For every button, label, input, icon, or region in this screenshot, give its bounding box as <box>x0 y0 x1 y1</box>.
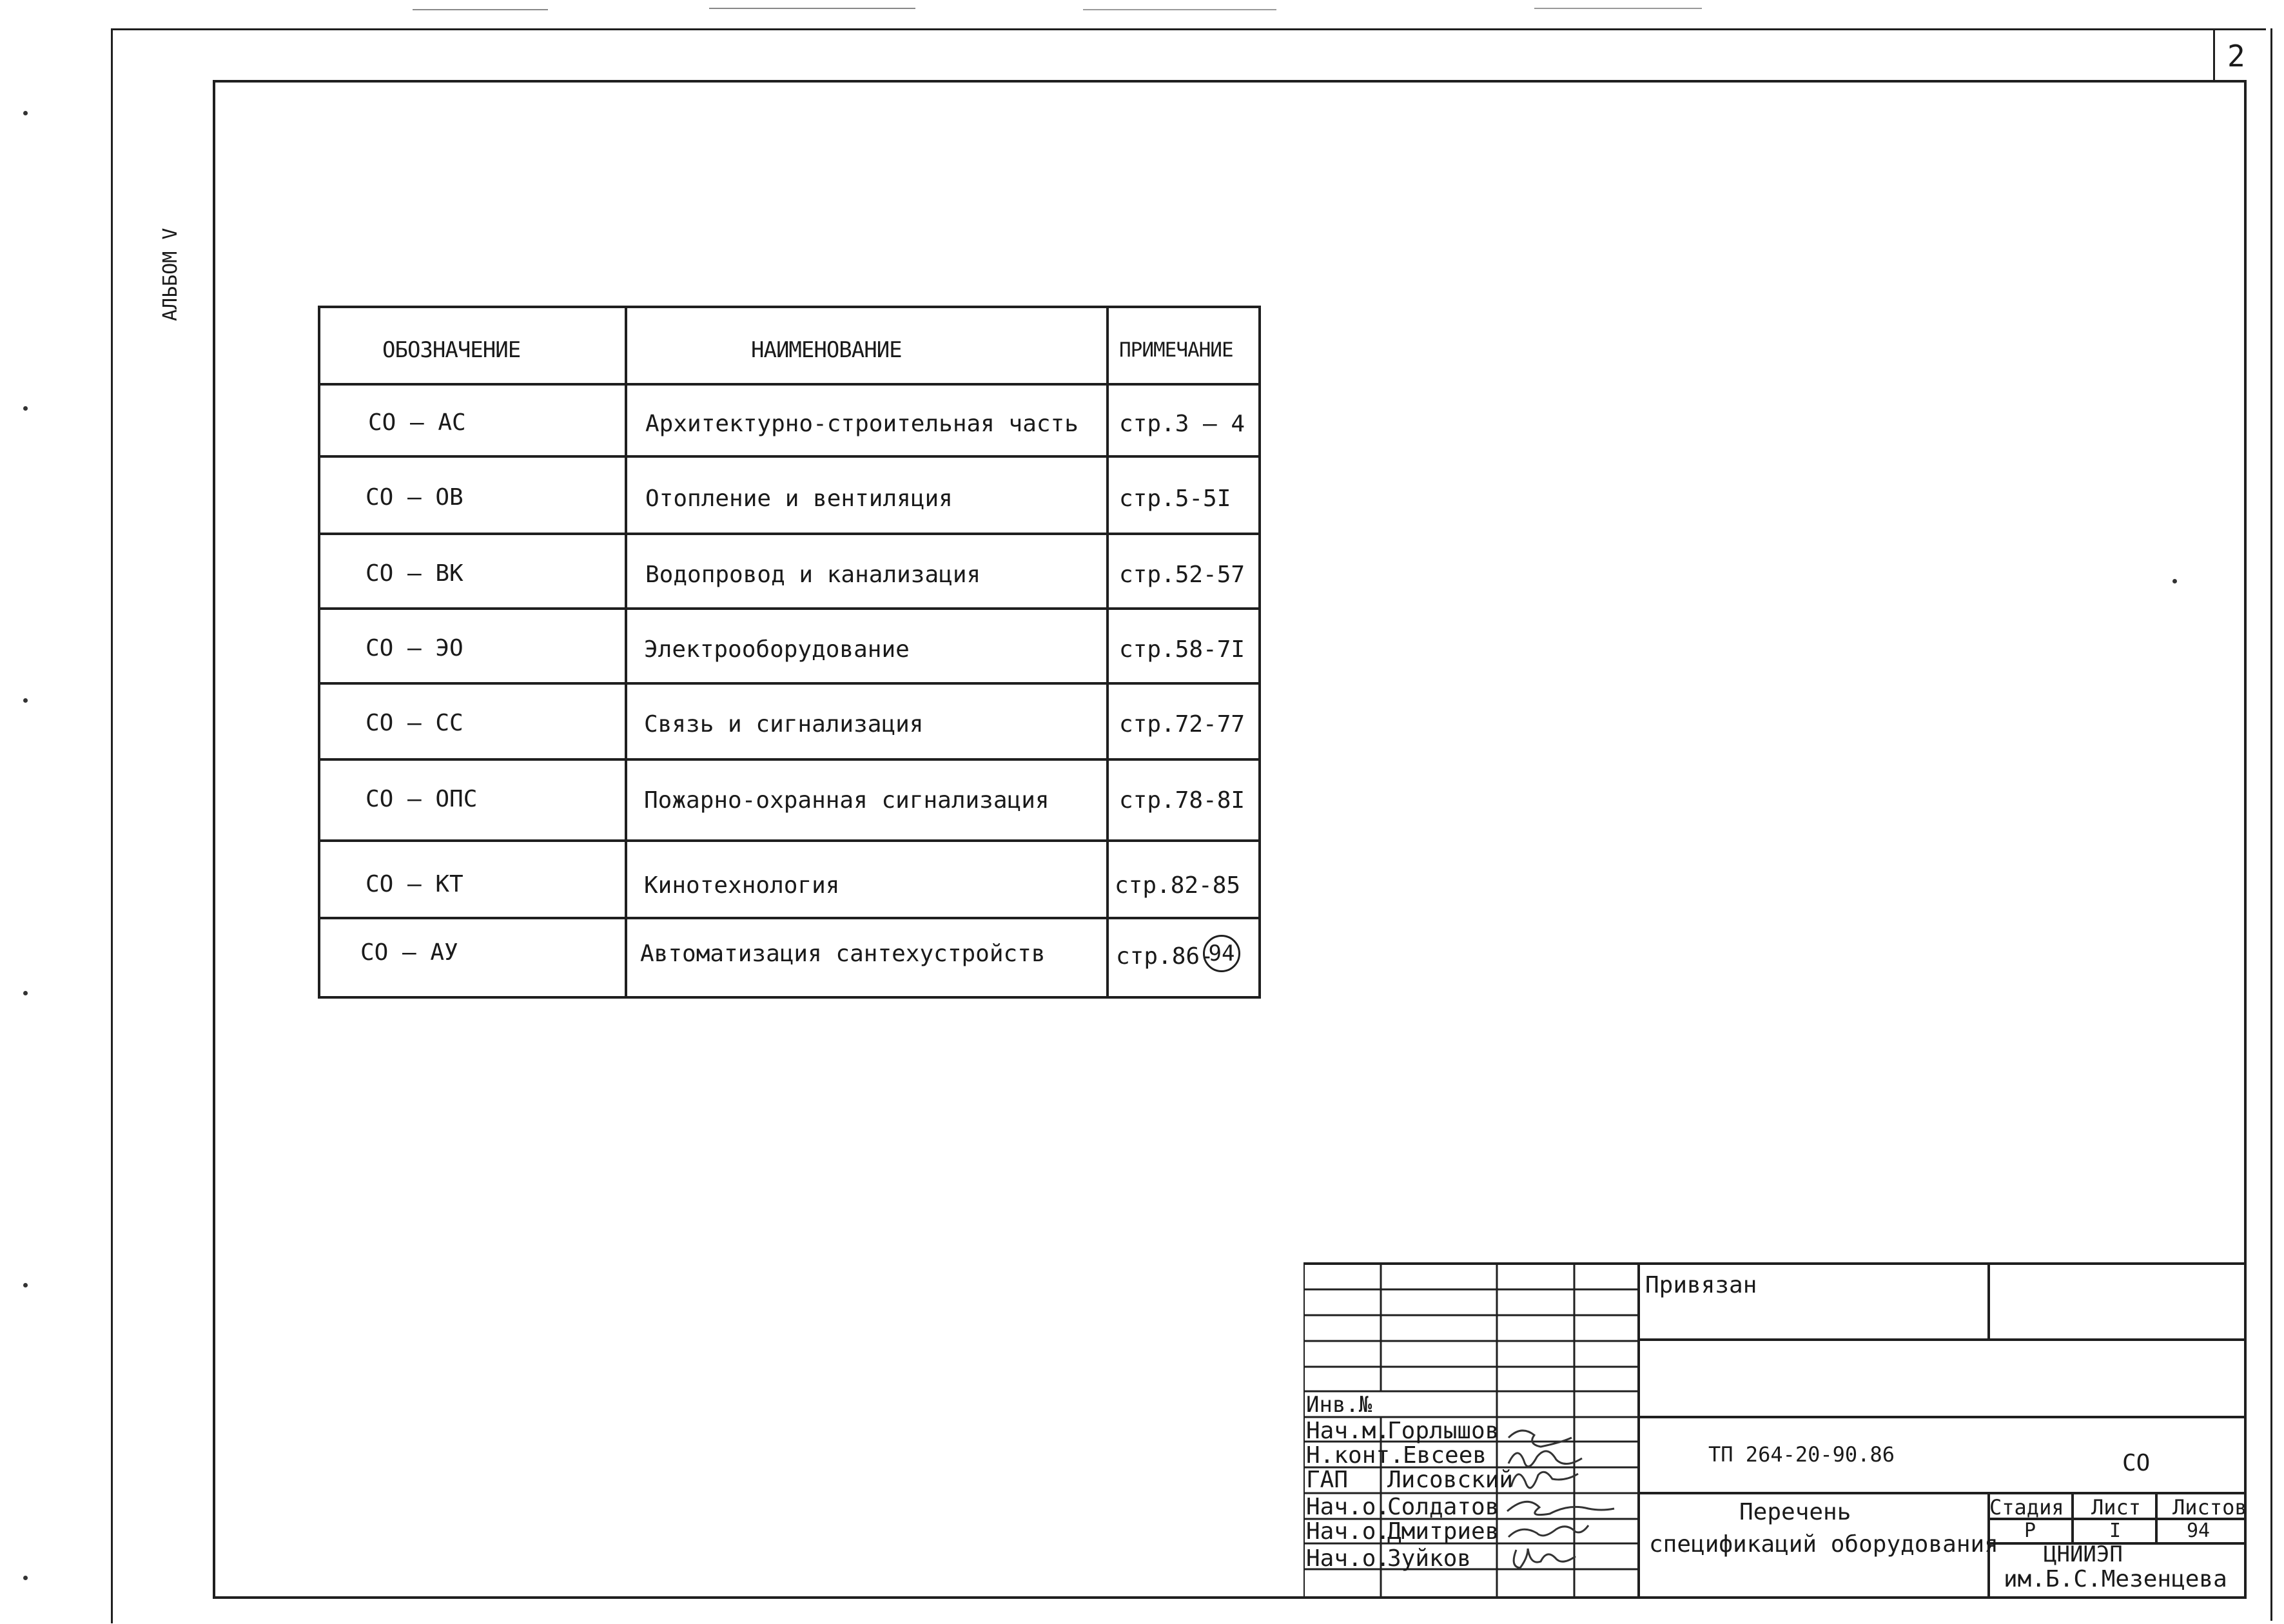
signature-zuykov <box>1514 1549 1576 1568</box>
sheet-value: I <box>2109 1520 2122 1542</box>
top-edge-dash-1 <box>413 9 548 10</box>
document-title-line1: Перечень <box>1739 1499 1851 1525</box>
top-edge-dash-2 <box>709 8 915 9</box>
inv-label: Инв.№ <box>1306 1392 1372 1418</box>
top-edge-dash-3 <box>1083 9 1276 10</box>
row-6-designation: СО – ОПС <box>366 786 478 812</box>
row-3-name: Водопровод и канализация <box>645 562 981 588</box>
row-5-designation: СО – СС <box>366 710 464 736</box>
row-8-note-circled-value: 94 <box>1208 941 1235 966</box>
signature-lisovsky <box>1511 1472 1578 1488</box>
role-3: ГАП <box>1306 1467 1349 1493</box>
row-1-name: Архитектурно-строительная часть <box>645 411 1079 437</box>
row-1-note: стр.3 – 4 <box>1119 411 1245 437</box>
album-label: АЛЬБОМ V <box>159 228 182 321</box>
outer-frame-right <box>2270 28 2272 1621</box>
specification-table <box>318 306 1261 999</box>
row-2-note: стр.5-5I <box>1119 485 1231 512</box>
sheets-label: Листов <box>2172 1495 2247 1520</box>
row-4-note: стр.58-7I <box>1119 636 1245 663</box>
linked-label: Привязан <box>1645 1272 1757 1298</box>
row-4-designation: СО – ЭО <box>366 635 464 661</box>
org-line2: им.Б.С.Мезенцева <box>2004 1566 2227 1592</box>
role-1: Нач.м. <box>1306 1418 1391 1444</box>
name-3: Лисовский <box>1387 1467 1514 1493</box>
header-name: НАИМЕНОВАНИЕ <box>751 337 902 363</box>
sheet-label: Лист <box>2091 1495 2142 1520</box>
row-8-name: Автоматизация сантехустройств <box>640 941 1046 967</box>
signature-evseev <box>1508 1451 1582 1467</box>
role-2: Н.конт. <box>1306 1442 1404 1469</box>
row-5-name: Связь и сигнализация <box>644 711 924 738</box>
row-7-name: Кинотехнология <box>644 872 840 899</box>
margin-mark-4 <box>23 991 28 995</box>
sheet-number: 2 <box>2227 39 2245 73</box>
signature-gorlyshov <box>1508 1431 1572 1447</box>
margin-mark-2 <box>23 406 28 411</box>
outer-frame-left <box>111 28 113 1623</box>
signature-soldatov <box>1507 1502 1614 1514</box>
margin-mark-1 <box>23 111 28 115</box>
role-4: Нач.о. <box>1306 1494 1391 1520</box>
row-3-note: стр.52-57 <box>1119 562 1245 588</box>
name-5: Дмитриев <box>1387 1518 1499 1545</box>
stage-value: Р <box>2024 1520 2036 1542</box>
margin-mark-3 <box>23 698 28 703</box>
role-6: Нач.о. <box>1306 1545 1391 1572</box>
row-7-designation: СО – КТ <box>366 871 464 897</box>
sheet-code: СО <box>2122 1450 2151 1476</box>
frame-left <box>213 80 215 1599</box>
row-3-designation: СО – ВК <box>366 560 464 587</box>
header-designation: ОБОЗНАЧЕНИЕ <box>382 337 521 363</box>
top-edge-dash-4 <box>1534 8 1702 9</box>
header-note: ПРИМЕЧАНИЕ <box>1119 338 1233 362</box>
stray-mark <box>2172 579 2177 583</box>
row-5-note: стр.72-77 <box>1119 711 1245 738</box>
title-block <box>1303 1262 2247 1597</box>
row-7-note: стр.82-85 <box>1115 872 1241 899</box>
document-title-line2: спецификаций оборудования <box>1649 1531 1998 1558</box>
margin-mark-6 <box>23 1576 28 1580</box>
org-line1: ЦНИИЭП <box>2044 1541 2123 1567</box>
name-4: Солдатов <box>1387 1494 1499 1520</box>
margin-mark-5 <box>23 1283 28 1287</box>
row-6-name: Пожарно-охранная сигнализация <box>644 787 1049 814</box>
sheets-value: 94 <box>2187 1520 2211 1542</box>
stage-label: Стадия <box>1989 1495 2064 1520</box>
name-2: Евсеев <box>1403 1442 1487 1469</box>
row-1-designation: СО – АС <box>368 409 466 436</box>
row-2-name: Отопление и вентиляция <box>645 485 953 512</box>
row-4-name: Электрооборудование <box>644 636 910 663</box>
frame-top <box>214 80 2247 83</box>
row-8-note-circled <box>1203 935 1240 972</box>
row-8-designation: СО – АУ <box>360 939 458 966</box>
outer-frame-top <box>113 28 2266 30</box>
row-8-note: стр.86- <box>1116 943 1214 970</box>
role-5: Нач.о. <box>1306 1518 1391 1545</box>
document-code: ТП 264-20-90.86 <box>1708 1442 1895 1467</box>
name-1: Горлышов <box>1387 1418 1499 1444</box>
row-2-designation: СО – ОВ <box>366 484 464 511</box>
name-6: Зуйков <box>1387 1545 1472 1572</box>
signature-dmitriev <box>1508 1525 1588 1537</box>
row-6-note: стр.78-8I <box>1119 787 1245 814</box>
